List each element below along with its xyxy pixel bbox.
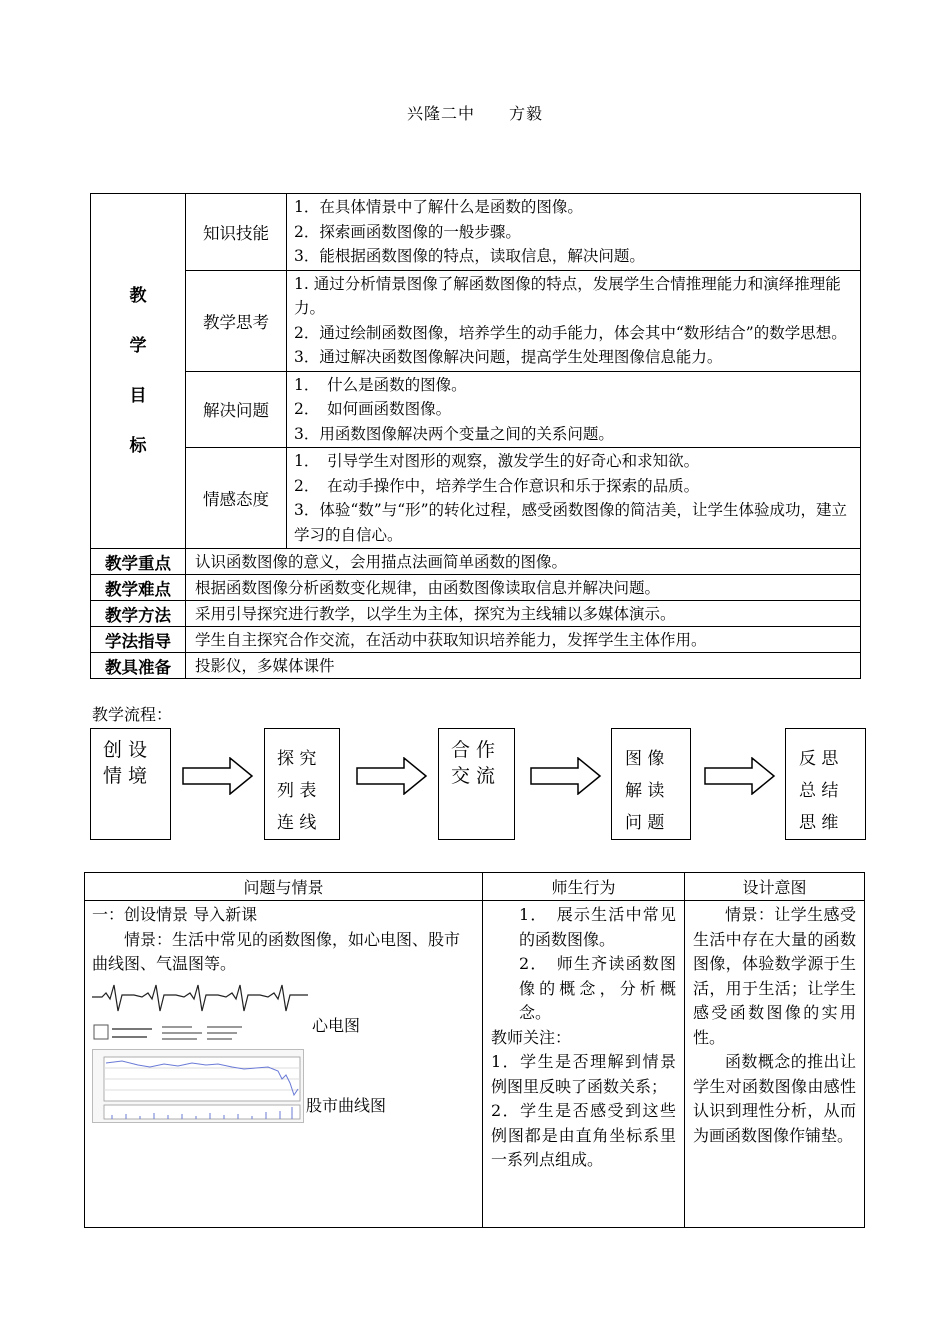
teaching-goal-label: 教 学 目 标 — [91, 194, 186, 549]
group-items: 1． 什么是函数的图像。 2． 如何画函数图像。 3．用函数图像解决两个变量之间的关系问题。 — [287, 371, 861, 448]
focus-title: 教师关注： — [491, 1027, 572, 1047]
flow-arrow-icon — [704, 757, 776, 795]
flow-step-5: 反 思 总 结 思 维 — [785, 728, 866, 840]
row-value: 学生自主探究合作交流，在活动中获取知识培养能力，发挥学生主体作用。 — [186, 627, 861, 653]
row-label: 学法指导 — [91, 627, 186, 653]
scenario-cell — [85, 901, 483, 1228]
row-label: 教学难点 — [91, 575, 186, 601]
flow-arrow-icon — [182, 757, 254, 795]
stock-chart-image — [92, 1049, 304, 1123]
focus-item: 2．学生是否感受到这些例图都是由直角坐标系里一系列点组成。 — [491, 1101, 676, 1169]
group-name: 情感态度 — [186, 448, 287, 549]
scenario-text: 情景：生活中常见的函数图像，如心电图、股市曲线图、气温图等。 — [92, 929, 461, 973]
list-item: 2． 师生齐读函数图像的概念，分析概念。 — [519, 954, 676, 1022]
group-name: 解决问题 — [186, 371, 287, 448]
intent-paragraph: 情景：让学生感受生活中存在大量的函数图像，体验数学源于生活，用于生活；让学生感受函数图像的实用性。 — [693, 905, 856, 1047]
flow-arrow-icon — [356, 757, 428, 795]
ecg-caption: 心电图 — [312, 1016, 361, 1035]
ecg-figure — [92, 981, 475, 1045]
objectives-table — [90, 193, 861, 679]
flow-step-4: 图 像 解 读 问 题 — [611, 728, 691, 840]
stock-figure — [92, 1049, 475, 1123]
group-name: 知识技能 — [186, 194, 287, 271]
stock-caption: 股市曲线图 — [306, 1096, 387, 1115]
group-items: 1. 通过分析情景图像了解函数图像的特点，发展学生合情推理能力和演绎推理能力。 2．通过绘制函数图像，培养学生的动手能力，体会其中“数形结合”的数学思想。 3．通过解决函数图像解决问题，提高学生处理图像信息能力。 — [287, 270, 861, 371]
row-label: 教具准备 — [91, 653, 186, 679]
row-value: 认识函数图像的意义，会用描点法画简单函数的图像。 — [186, 549, 861, 575]
column-header: 设计意图 — [685, 873, 865, 901]
row-value: 投影仪，多媒体课件 — [186, 653, 861, 679]
section-title: 一：创设情景 导入新课 — [92, 905, 258, 924]
group-items: 1．在具体情景中了解什么是函数的图像。 2．探索画函数图像的一般步骤。 3．能根据函数图像的特点，读取信息，解决问题。 — [287, 194, 861, 271]
flow-label: 教学流程： — [92, 705, 173, 724]
flow-step-1: 创 设 情 境 — [90, 728, 171, 840]
author-line: 兴隆二中 方毅 — [406, 104, 543, 123]
column-header: 问题与情景 — [85, 873, 483, 901]
process-table — [84, 872, 865, 1228]
teacher-student-cell — [483, 901, 685, 1228]
flow-step-2: 探 究 列 表 连 线 — [264, 728, 340, 840]
design-intent-cell — [685, 901, 865, 1228]
column-header: 师生行为 — [483, 873, 685, 901]
list-item: 1． 展示生活中常见的函数图像。 — [519, 905, 676, 949]
intent-paragraph: 函数概念的推出让学生对函数图像由感性认识到理性分析，从而为画函数图像作铺垫。 — [693, 1052, 856, 1145]
group-name: 教学思考 — [186, 270, 287, 371]
row-label: 教学方法 — [91, 601, 186, 627]
flow-step-3: 合 作 交 流 — [438, 728, 515, 840]
row-value: 根据函数图像分析函数变化规律，由函数图像读取信息并解决问题。 — [186, 575, 861, 601]
row-value: 采用引导探究进行教学，以学生为主体，探究为主线辅以多媒体演示。 — [186, 601, 861, 627]
group-items: 1． 引导学生对图形的观察，激发学生的好奇心和求知欲。 2． 在动手操作中，培养学生合作意识和乐于探索的品质。 3．体验“数”与“形”的转化过程，感受函数图像的简洁美，让学生体验成功，建立学习的自信心。 — [287, 448, 861, 549]
focus-item: 1．学生是否理解到情景例图里反映了函数关系； — [491, 1052, 676, 1096]
flow-arrow-icon — [530, 757, 602, 795]
ecg-chart-image — [92, 981, 308, 1045]
row-label: 教学重点 — [91, 549, 186, 575]
